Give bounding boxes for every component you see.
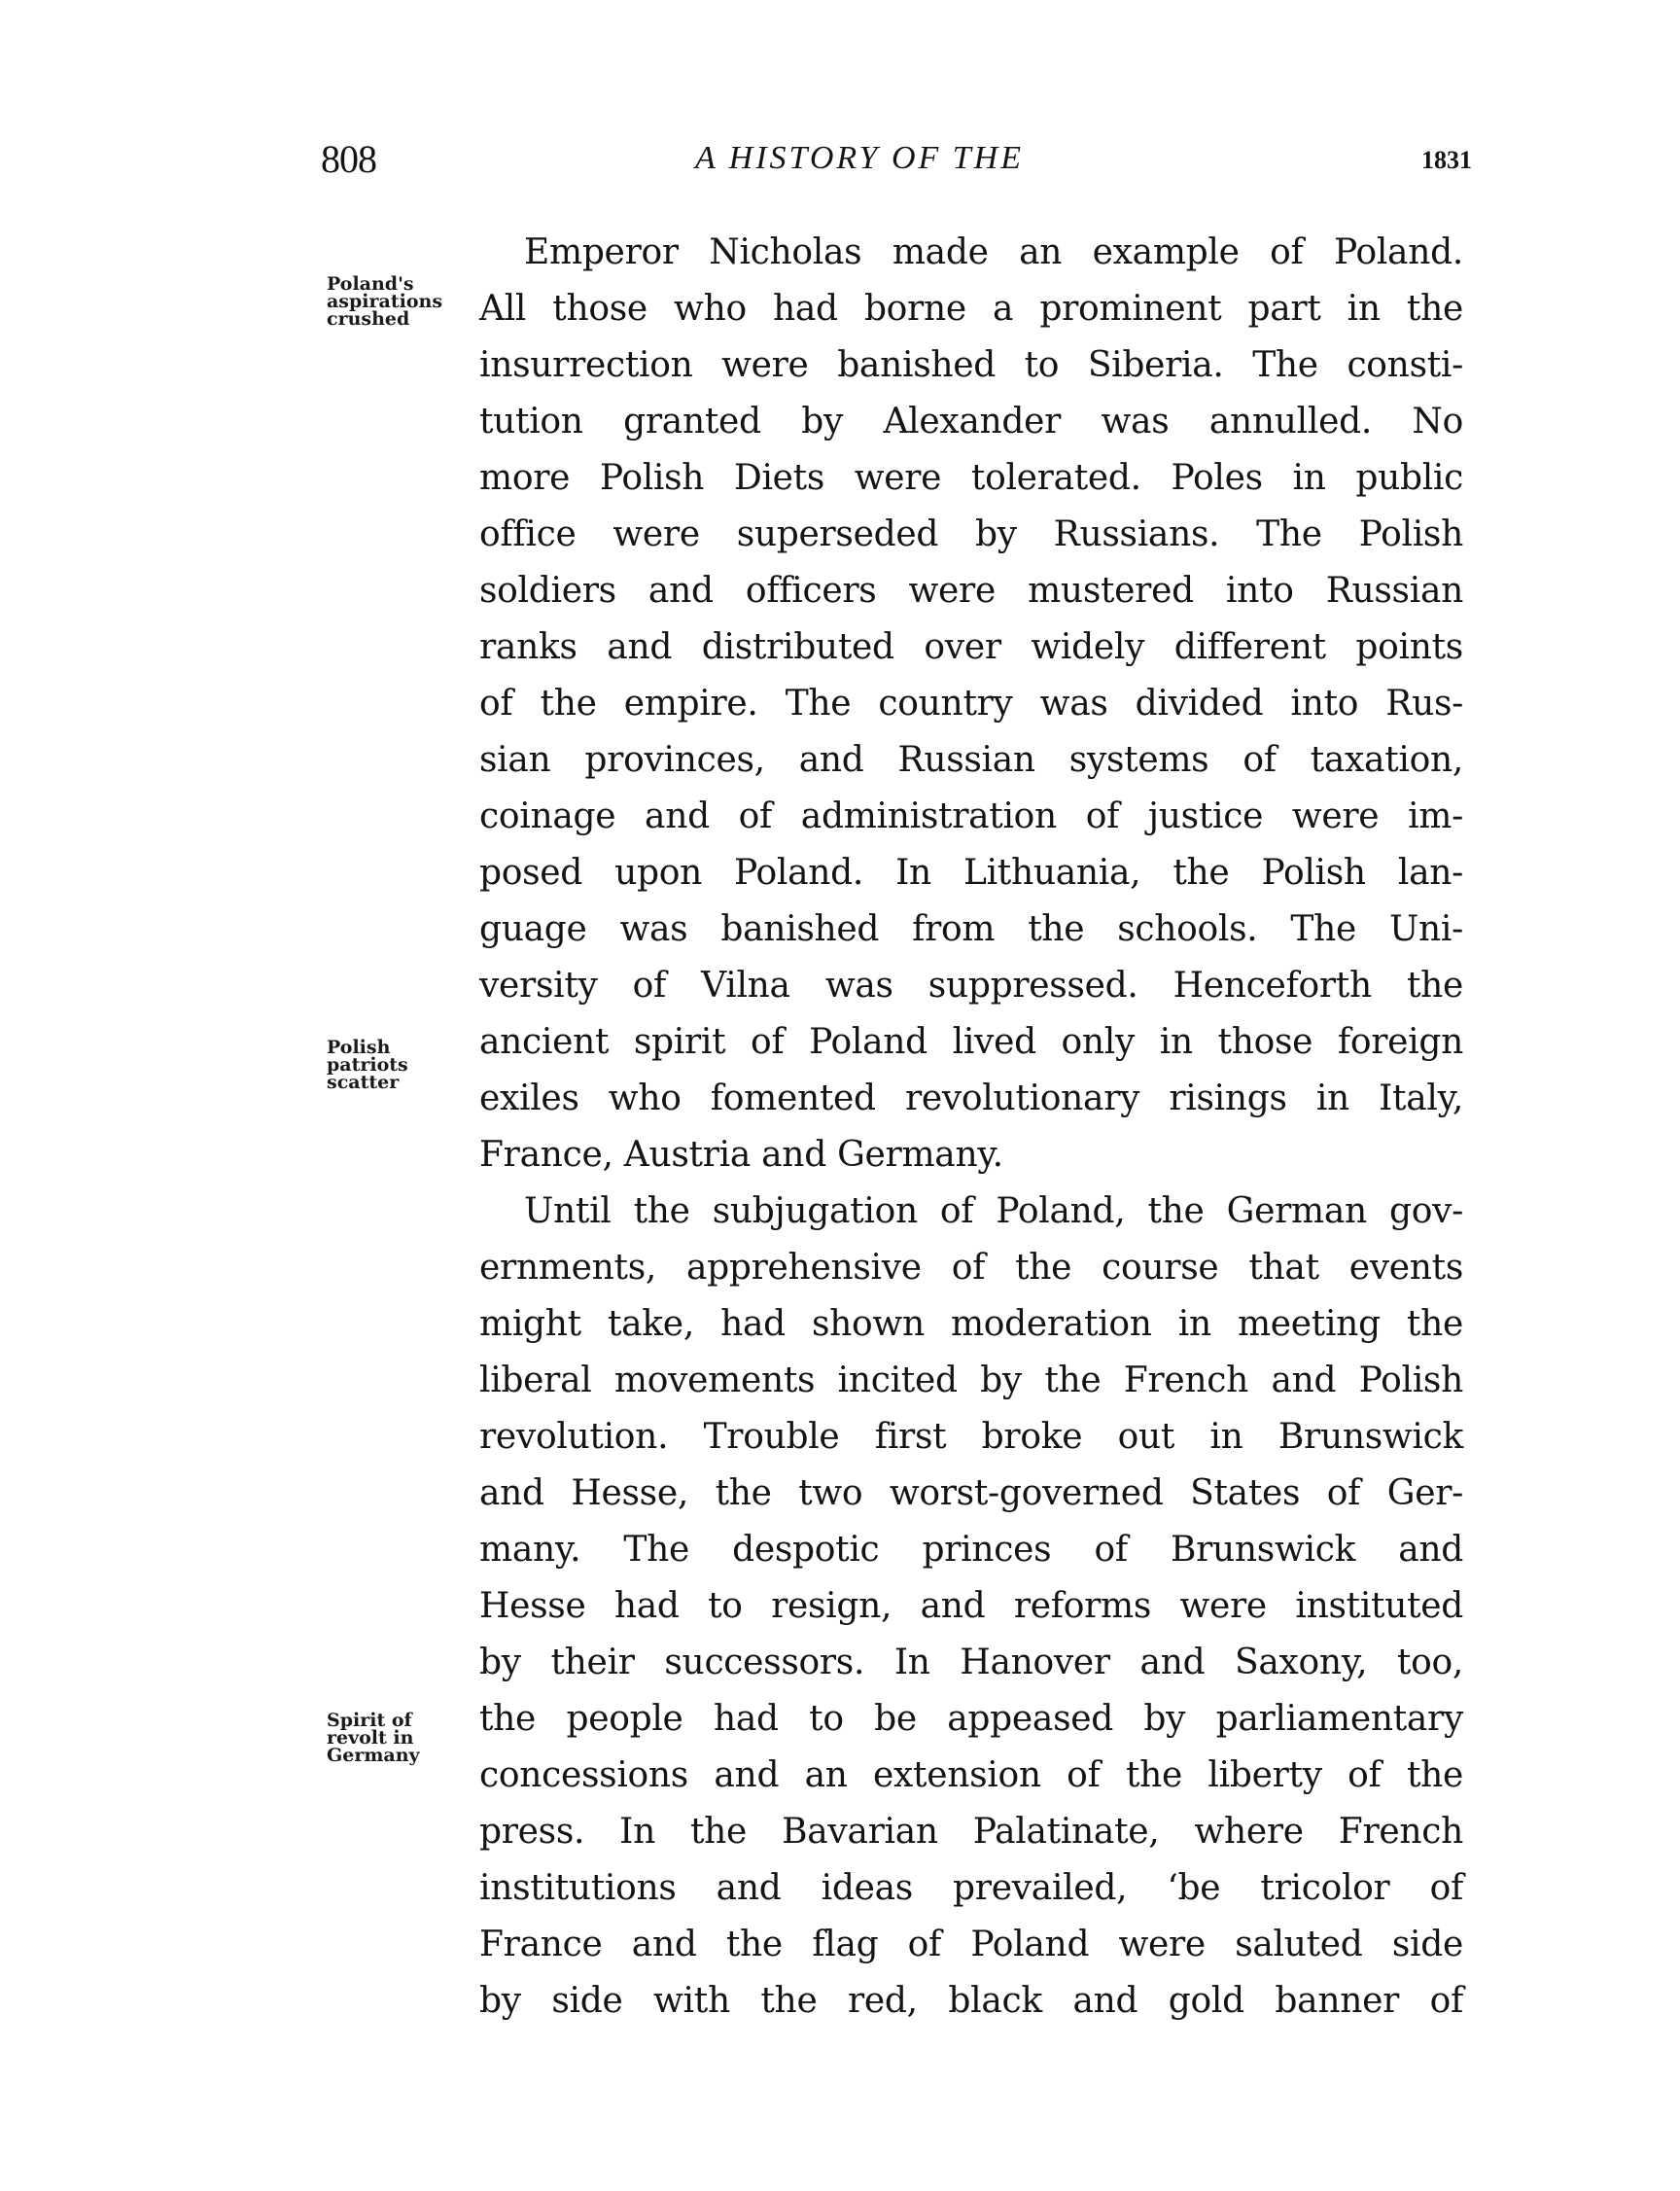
paragraph-2-line: ernments, apprehensive of the course that events <box>479 1248 1463 1288</box>
page-number: 808 <box>321 137 376 181</box>
sidenote-line: scatter <box>327 1072 400 1093</box>
paragraph-2-line: and Hesse, the two worst-governed States of Ger- <box>479 1473 1463 1513</box>
paragraph-1-line: Emperor Nicholas made an example of Poland. <box>524 232 1463 272</box>
paragraph-2-line: many. The despotic princes of Brunswick and <box>479 1530 1463 1570</box>
paragraph-2-line: Until the subjugation of Poland, the German gov- <box>524 1191 1463 1231</box>
paragraph-1-line: guage was banished from the schools. The Uni- <box>479 909 1463 949</box>
page-header <box>321 136 1478 194</box>
sidenote-line: Polish <box>327 1037 391 1058</box>
sidenote-polish-patriots <box>327 1039 408 1091</box>
paragraph-1-line: coinage and of administration of justice were im- <box>479 796 1463 836</box>
sidenote-spirit-of-revolt <box>327 1712 420 1764</box>
sidenote-line: aspirations <box>327 291 443 312</box>
paragraph-1-line: versity of Vilna was suppressed. Henceforth the <box>479 966 1463 1006</box>
sidenote-line: Poland's <box>327 273 414 295</box>
sidenote-line: Germany <box>327 1745 420 1766</box>
paragraph-2-line: by side with the red, black and gold banner of <box>479 1981 1463 2021</box>
sidenote-line: crushed <box>327 308 410 330</box>
paragraph-1-line: exiles who fomented revolutionary risings in Italy, <box>479 1078 1463 1118</box>
paragraph-1-line: soldiers and officers were mustered into Russian <box>479 571 1463 611</box>
paragraph-2-line: press. In the Bavarian Palatinate, where French <box>479 1812 1463 1852</box>
sidenote-line: revolt in <box>327 1727 414 1749</box>
paragraph-2-line: institutions and ideas prevailed, ʻbe tricolor of <box>479 1868 1463 1908</box>
paragraph-1-line: posed upon Poland. In Lithuania, the Polish lan- <box>479 853 1463 893</box>
sidenote-line: patriots <box>327 1054 408 1076</box>
paragraph-1-line: insurrection were banished to Siberia. The consti- <box>479 345 1463 385</box>
paragraph-1-line: France, Austria and Germany. <box>479 1135 1003 1175</box>
sidenote-line: Spirit of <box>327 1710 412 1731</box>
paragraph-2-line: the people had to be appeased by parliamentary <box>479 1699 1463 1739</box>
sidenote-polands-aspirations <box>327 275 442 328</box>
paragraph-2-line: might take, had shown moderation in meeting the <box>479 1304 1463 1344</box>
paragraph-1-line: ancient spirit of Poland lived only in those foreign <box>479 1022 1463 1062</box>
paragraph-1-line: of the empire. The country was divided into Rus- <box>479 684 1463 724</box>
paragraph-1-line: more Polish Diets were tolerated. Poles in public <box>479 458 1463 498</box>
paragraph-2-line: revolution. Trouble first broke out in Brunswick <box>479 1417 1463 1457</box>
running-title: A HISTORY OF THE <box>695 140 1024 176</box>
paragraph-1-line: tution granted by Alexander was annulled. No <box>479 402 1463 442</box>
paragraph-2-line: Hesse had to resign, and reforms were instituted <box>479 1586 1463 1626</box>
paragraph-1-line: office were superseded by Russians. The Polish <box>479 514 1463 554</box>
paragraph-2-line: liberal movements incited by the French and Polish <box>479 1361 1463 1400</box>
paragraph-1-line: ranks and distributed over widely different points <box>479 627 1463 667</box>
paragraph-2-line: concessions and an extension of the liberty of the <box>479 1755 1463 1795</box>
paragraph-2-line: by their successors. In Hanover and Saxony, too, <box>479 1643 1463 1682</box>
year-marker: 1831 <box>1421 146 1472 174</box>
paragraph-1-line: sian provinces, and Russian systems of taxation, <box>479 740 1463 780</box>
paragraph-2-line: France and the flag of Poland were saluted side <box>479 1925 1463 1964</box>
paragraph-1-line: All those who had borne a prominent part in the <box>479 289 1463 329</box>
